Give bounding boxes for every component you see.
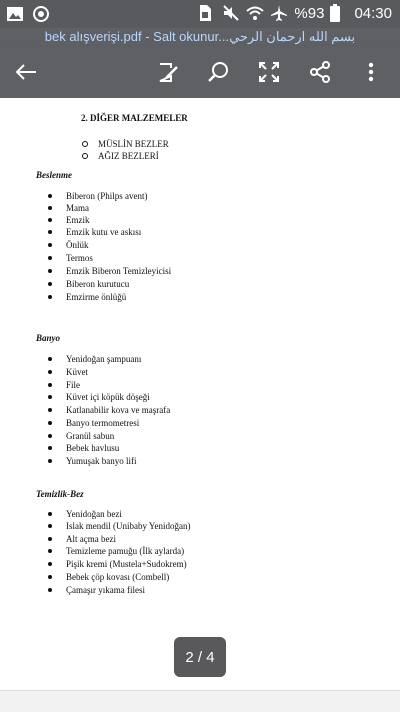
bullet-icon — [48, 408, 52, 412]
bullet-icon — [48, 194, 52, 198]
list-item: Emzik — [48, 214, 90, 226]
list-item: Küvet — [48, 366, 88, 378]
bullet-icon — [48, 218, 52, 222]
list-item: Termos — [48, 252, 93, 264]
circle-bullet-icon — [82, 141, 88, 147]
mute-icon — [222, 4, 240, 22]
group-heading-beslenme: Beslenme — [36, 170, 72, 180]
more-vertical-icon — [359, 60, 383, 84]
list-item: Bebek havlusu — [48, 442, 119, 454]
pdf-page[interactable] — [0, 98, 400, 690]
list-item: Granül sabun — [48, 430, 114, 442]
bullet-icon — [48, 512, 52, 516]
list-item: Banyo termometresi — [48, 417, 139, 429]
bullet-icon — [48, 230, 52, 234]
bullet-icon — [48, 370, 52, 374]
edit-button[interactable] — [155, 58, 183, 86]
share-button[interactable] — [306, 58, 334, 86]
search-icon — [206, 60, 230, 84]
bullet-icon — [48, 395, 52, 399]
bullet-icon — [48, 524, 52, 528]
list-item: Katlanabilir kova ve maşrafa — [48, 404, 170, 416]
document-title: bek alışverişi.pdf - Salt okunur...بسم الله ارحمان الرحي — [0, 28, 400, 46]
edit-icon — [157, 60, 181, 84]
app-toolbar — [0, 46, 400, 98]
clock: 04:30 — [354, 4, 392, 22]
search-button[interactable] — [204, 58, 232, 86]
sync-notification-icon — [32, 5, 50, 23]
list-item: Emzik kutu ve askısı — [48, 226, 141, 238]
bullet-icon — [48, 206, 52, 210]
share-icon — [308, 60, 332, 84]
fullscreen-button[interactable] — [255, 58, 283, 86]
list-item: Temizleme pamuğu (İlk aylarda) — [48, 545, 184, 557]
list-item: Biberon kurutucu — [48, 278, 129, 290]
bullet-icon — [48, 295, 52, 299]
bullet-icon — [48, 588, 52, 592]
sub-item: AĞIZ BEZLERİ — [82, 150, 159, 162]
page-indicator: 2 / 4 — [174, 637, 226, 677]
bullet-icon — [48, 357, 52, 361]
group-heading-banyo: Banyo — [36, 333, 61, 343]
section-title: 2. DİĞER MALZEMELER — [81, 113, 188, 123]
expand-icon — [257, 60, 281, 84]
arrow-left-icon — [14, 60, 38, 84]
sim-icon — [198, 4, 216, 22]
list-item: Alt açma bezi — [48, 533, 116, 545]
status-bar — [0, 0, 400, 28]
group-heading-temizlik-bez: Temizlik-Bez — [36, 489, 84, 499]
bullet-icon — [48, 549, 52, 553]
airplane-icon — [270, 4, 288, 22]
bullet-icon — [48, 269, 52, 273]
bullet-icon — [48, 243, 52, 247]
image-notification-icon — [6, 5, 24, 23]
circle-bullet-icon — [82, 153, 88, 159]
bullet-icon — [48, 282, 52, 286]
wifi-icon — [246, 4, 264, 22]
list-item: Küvet içi köpük döşeği — [48, 391, 150, 403]
bullet-icon — [48, 575, 52, 579]
list-item: Emzik Biberon Temizleyicisi — [48, 265, 171, 277]
more-options-button[interactable] — [357, 58, 385, 86]
list-item: File — [48, 379, 80, 391]
bullet-icon — [48, 459, 52, 463]
list-item: Yumuşak banyo lifi — [48, 455, 137, 467]
list-item: Emzirme önlüğü — [48, 291, 126, 303]
list-item: Yenidoğan şampuanı — [48, 353, 141, 365]
bullet-icon — [48, 537, 52, 541]
bullet-icon — [48, 562, 52, 566]
bullet-icon — [48, 446, 52, 450]
bullet-icon — [48, 421, 52, 425]
list-item: Yenidoğan bezi — [48, 508, 122, 520]
battery-percent: %93 — [294, 4, 325, 22]
list-item: Çamaşır yıkama filesi — [48, 584, 145, 596]
bullet-icon — [48, 256, 52, 260]
list-item: Islak mendil (Unibaby Yenidoğan) — [48, 520, 190, 532]
bullet-icon — [48, 383, 52, 387]
bullet-icon — [48, 434, 52, 438]
battery-icon — [330, 4, 348, 22]
list-item: Bebek çöp kovası (Combell) — [48, 571, 169, 583]
list-item: Biberon (Philps avent) — [48, 190, 148, 202]
sub-item: MÜSLİN BEZLER — [82, 138, 169, 150]
list-item: Önlük — [48, 239, 89, 251]
back-button[interactable] — [12, 58, 40, 86]
list-item: Mama — [48, 202, 89, 214]
bottom-edge — [0, 690, 400, 712]
list-item: Pişik kremi (Mustela+Sudokrem) — [48, 558, 187, 570]
